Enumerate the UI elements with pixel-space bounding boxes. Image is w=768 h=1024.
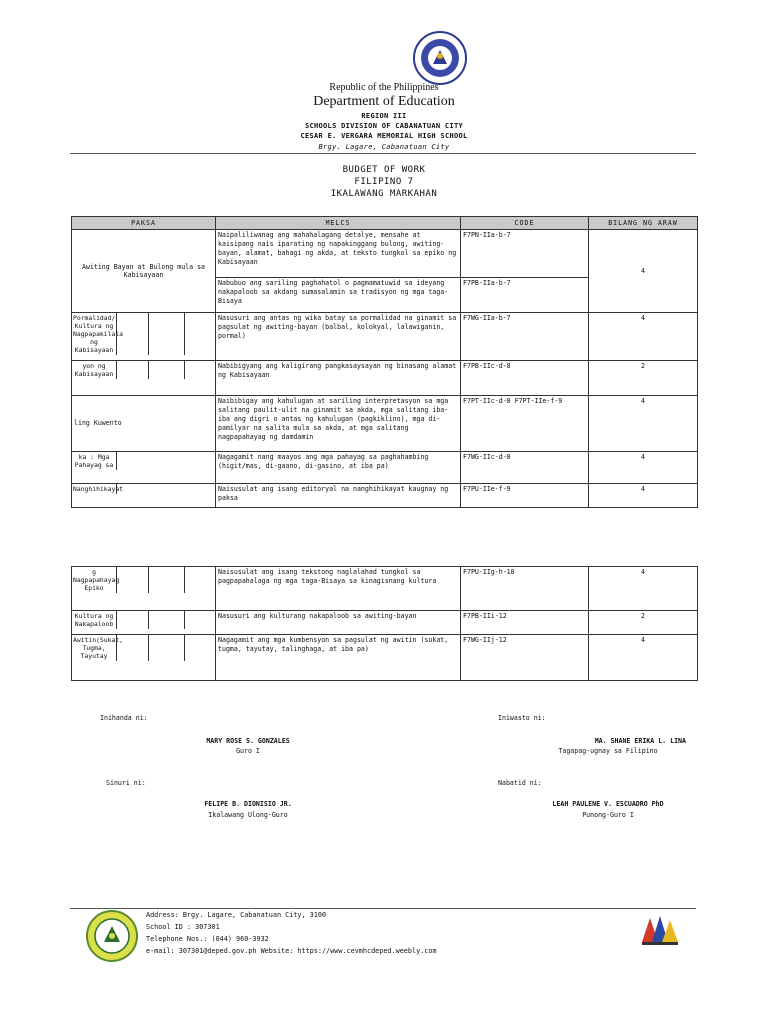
- code-cell: F7PB-IIi-12: [461, 611, 589, 635]
- school-line: CESAR E. VERGARA MEMORIAL HIGH SCHOOL: [300, 132, 468, 140]
- paksa-cell: [72, 313, 216, 361]
- division-line: SCHOOLS DIVISION OF CABANATUAN CITY: [304, 122, 463, 130]
- paksa-subcell: [117, 611, 149, 629]
- paksa-text: Kultura ng Nakapaloob: [72, 611, 117, 629]
- header-code: CODE: [461, 217, 589, 230]
- noted-label: Nabatid ni:: [498, 779, 542, 787]
- paksa-subcell: [117, 567, 149, 593]
- republic-line: Republic of the Philippines: [329, 82, 439, 93]
- checked-label: Sinuri ni:: [106, 779, 146, 787]
- table-row: [72, 361, 698, 396]
- paksa-subcell: [149, 361, 185, 379]
- prepared-name: MARY ROSE S. GONZALES: [206, 737, 290, 745]
- footer-telephone: Telephone Nos.: (044) 960-3932: [146, 935, 269, 943]
- paksa-text: ka : Mga Pahayag sa: [72, 452, 117, 470]
- region-line: REGION III: [361, 112, 407, 120]
- paksa-subcell: [149, 313, 185, 355]
- table-row: [72, 611, 698, 635]
- budget-table: [71, 216, 698, 508]
- code-cell: F7PU-IIe-f-9: [461, 484, 589, 508]
- table-row: [72, 396, 698, 452]
- reviewed-name: MA. SHANE ERIKA L. LINA: [594, 737, 686, 745]
- paksa-subcell: [117, 452, 215, 470]
- paksa-cell: [72, 635, 216, 681]
- melc-cell: Naibibigay ang kahulugan at sariling interpretasyon sa mga salitang paulit-ulit na ginamit sa akda, mga salitang iba-iba ang digri o antas ng kahulugan (pagkiklino), mga di-pamilyar na salita mula sa akda, at mga salitang nagpapahayag ng damdamin: [216, 396, 461, 452]
- melc-cell: Nabubuo ang sariling paghahatol o pagmamatuwid sa ideyang nakapaloob sa akdang sumasalamin sa tradisyon ng mga taga-Bisaya: [216, 278, 461, 313]
- doc-quarter: IKALAWANG MARKAHAN: [330, 189, 438, 199]
- school-address-line: Brgy. Lagare, Cabanatuan City: [318, 143, 450, 151]
- prepared-title: Guro I: [236, 747, 260, 755]
- paksa-text: g Nagpapahayag Epiko: [73, 568, 120, 592]
- checked-name: FELIPE B. DIONISIO JR.: [204, 800, 292, 808]
- table-row: [72, 484, 698, 508]
- paksa-cell: [72, 484, 216, 508]
- header-divider: [70, 153, 696, 154]
- paksa-subcell: [149, 567, 185, 593]
- paksa-subcell: [117, 313, 149, 355]
- code-cell: F7WG-IIj-12: [461, 635, 589, 681]
- days-cell: 2: [589, 361, 698, 396]
- paksa-subcell: [149, 611, 185, 629]
- footer-address: Address: Brgy. Lagare, Cabanatuan City, 3100: [146, 911, 327, 919]
- melc-cell: Nasusuri ang kulturang nakapaloob sa awiting-bayan: [216, 611, 461, 635]
- doc-title: BUDGET OF WORK: [342, 165, 426, 175]
- paksa-subcell: [185, 313, 215, 355]
- melc-cell: Nagagamit ang mga kumbensyon sa pagsulat ng awitin (sukat, tugma, tayutay, talinghaga, at iba pa): [216, 635, 461, 681]
- paksa-subcell: [117, 361, 149, 379]
- department-line: Department of Education: [313, 94, 455, 109]
- school-seal-logo: [86, 910, 138, 962]
- days-cell: 4: [589, 396, 698, 452]
- paksa-subcell: [185, 635, 215, 661]
- melc-cell: Naisusulat ang isang editoryal na nanghihikayat kaugnay ng paksa: [216, 484, 461, 508]
- days-cell: 4: [589, 635, 698, 681]
- table-row: [72, 230, 698, 278]
- paksa-cell: [72, 567, 216, 611]
- paksa-subcell: [185, 567, 215, 593]
- paksa-subcell: [185, 611, 215, 629]
- footer-email: e-mail: 307301@deped.gov.ph Website: https://www.cevmhcdeped.weebly.com: [146, 947, 437, 955]
- paksa-cell: [72, 361, 216, 396]
- days-cell: 2: [589, 611, 698, 635]
- days-cell: 4: [589, 452, 698, 484]
- table-row: [72, 452, 698, 484]
- budget-table-continued: [71, 566, 698, 681]
- paksa-text: Nanghihikayat: [73, 485, 124, 493]
- reviewed-label: Iniwasto ni:: [498, 714, 546, 722]
- deped-seal-logo: [412, 30, 468, 86]
- paksa-cell: [72, 611, 216, 635]
- code-cell: F7PU-IIg-h-10: [461, 567, 589, 611]
- paksa-subcell: [117, 484, 215, 494]
- paksa-text: Awitin(Sukat, Tugma, Tayutay: [73, 636, 124, 660]
- paksa-subcell: [117, 635, 149, 661]
- noted-name: LEAH PAULENE V. ESCUADRO PhD: [552, 800, 664, 808]
- deped-matatag-logo: [638, 912, 680, 948]
- days-cell: 4: [589, 313, 698, 361]
- melc-cell: Naipaliliwanag ang mahahalagang detalye, mensahe at kaisipang nais iparating ng napakinggang bulong, awiting-bayan, alamat, bahagi ng akda, at teksto tungkol sa epiko ng Kabisayaan: [216, 230, 461, 278]
- code-cell: F7PB-IIa-b-7: [461, 278, 589, 313]
- table-header-row: [72, 217, 698, 230]
- melc-cell: Nasusuri ang antas ng wika batay sa pormalidad na ginamit sa pagsulat ng awiting-bayan (balbal, kolokyal, lalawiganin, pormal): [216, 313, 461, 361]
- paksa-text: yon ng Kabisayaan: [72, 361, 117, 379]
- paksa-subcell: [185, 361, 215, 379]
- noted-title: Punong-Guro I: [582, 811, 634, 819]
- code-cell: F7WG-IIa-b-7: [461, 313, 589, 361]
- paksa-subcell: [149, 635, 185, 661]
- paksa-cell: Awiting Bayan at Bulong mula sa Kabisayaan: [72, 230, 216, 313]
- paksa-cell: [72, 452, 216, 484]
- days-cell: 4: [589, 567, 698, 611]
- footer-school-id: School ID : 307301: [146, 923, 220, 931]
- table-row: [72, 635, 698, 681]
- code-cell: F7PB-IIc-d-8: [461, 361, 589, 396]
- reviewed-title: Tagapag-ugnay sa Filipino: [558, 747, 658, 755]
- days-cell: 4: [589, 230, 698, 313]
- code-cell: F7PN-IIa-b-7: [461, 230, 589, 278]
- paksa-text: Pormalidad/ Kultura ng Nagpapakilala ng Kabisayaan: [73, 314, 124, 354]
- checked-title: Ikalawang Ulong-Guro: [208, 811, 288, 819]
- header-melcs: MELCS: [216, 217, 461, 230]
- paksa-cell: ling Kuwento: [72, 396, 216, 452]
- table-row: [72, 313, 698, 361]
- code-cell: F7PT-IIc-d-8 F7PT-IIe-f-9: [461, 396, 589, 452]
- doc-subject: FILIPINO 7: [354, 177, 414, 187]
- header-days: BILANG NG ARAW: [589, 217, 698, 230]
- melc-cell: Nagagamit nang maayos ang mga pahayag sa paghahambing (higit/mas, di-gaano, di-gasino, at iba pa): [216, 452, 461, 484]
- prepared-label: Inihanda ni:: [100, 714, 148, 722]
- melc-cell: Naisusulat ang isang tekstong naglalahad tungkol sa pagpapahalaga ng mga taga-Bisaya sa kinagisnang kultura: [216, 567, 461, 611]
- melc-cell: Nabibigyang ang kaligirang pangkasaysayan ng binasang alamat ng Kabisayaan: [216, 361, 461, 396]
- header-paksa: PAKSA: [72, 217, 216, 230]
- days-cell: 4: [589, 484, 698, 508]
- code-cell: F7WG-IIc-d-8: [461, 452, 589, 484]
- table-row: [72, 567, 698, 611]
